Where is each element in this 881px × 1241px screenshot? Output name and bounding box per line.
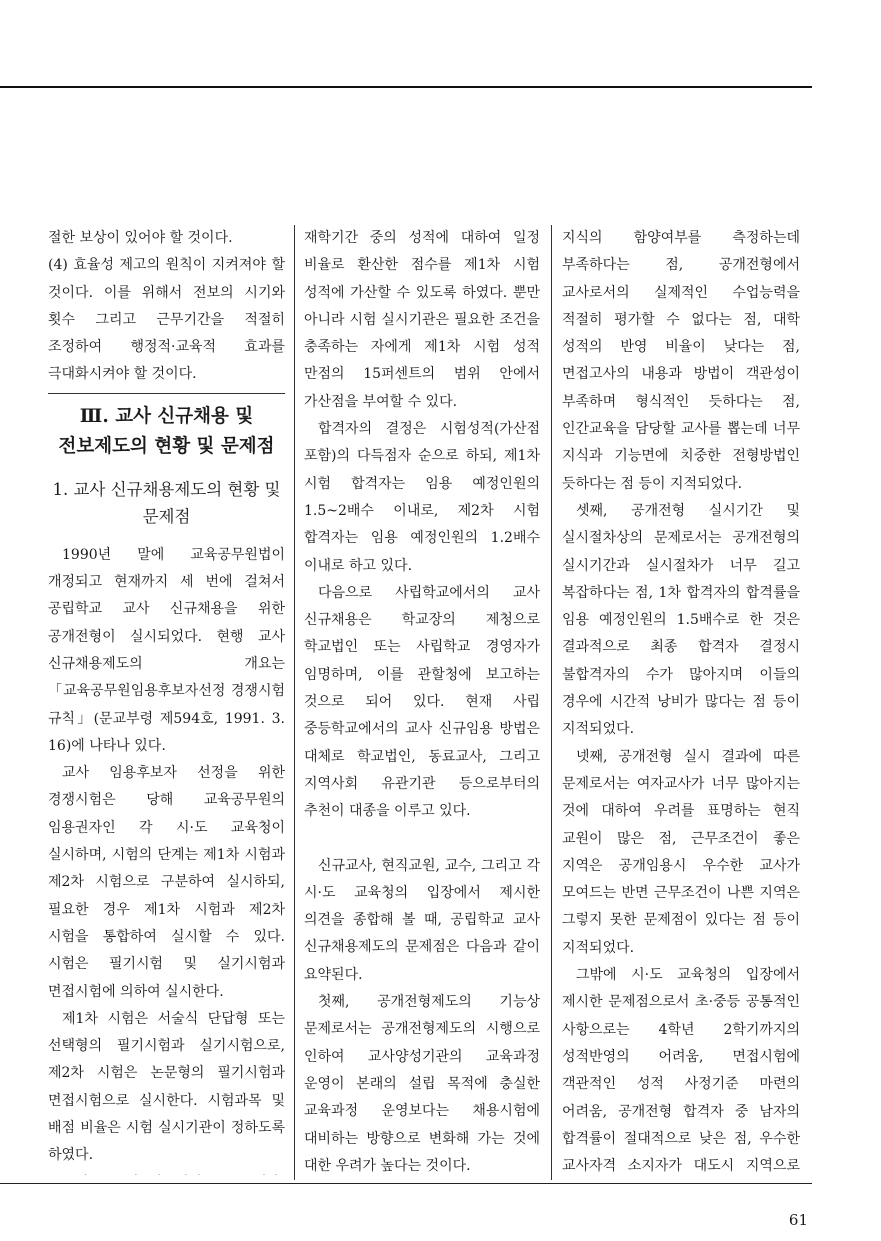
paragraph: 절한 보상이 있어야 할 것이다. xyxy=(48,230,233,246)
subsection-heading: 1. 교사 신규채용제도의 현황 및 문제점 xyxy=(52,479,281,526)
paragraph: 첫째, 공개전형제도의 기능상 문제로서는 공개전형제도의 시행으로 인하여 교사양성기관의 교육과정 운영이 본래의 설립 목적에 충실한 교육과정 운영보다는 채용시험에 대비하는 방향으로 변화해 가는 것에 대한 우려가 높다는 것이다. xyxy=(304,994,540,1174)
paragraph: 제1차 시험은 서술식 단답형 또는 선택형의 필기시험과 실기시험으로, 제2차 시험은 논문형의 필기시험과 면접시험으로 실시한다. 시험과목 및 배점 비율은 시험 실시기관이 정하도록 하였다. xyxy=(48,1010,285,1164)
bottom-rule xyxy=(0,1183,812,1184)
top-rule xyxy=(0,86,812,88)
column-right xyxy=(562,225,800,1175)
column-left xyxy=(48,225,285,1175)
paragraph: 신규교사, 현직교원, 교수, 그리고 각 시·도 교육청의 입장에서 제시한 의견을 종합해 볼 때, 공립학교 교사 신규채용제도의 문제점은 다음과 같이 요약된다. xyxy=(304,857,540,983)
column-divider xyxy=(551,225,552,1180)
paragraph xyxy=(48,1170,285,1175)
paragraph: 재학기간 중의 성적에 대하여 일정 비율로 환산한 점수를 제1차 시험 성적에 가산할 수 있도록 하였다. 뿐만 아니라 시험 실시기관은 필요한 조건을 충족하는 자에게 제1차 시험 성적 만점의 15퍼센트의 범위 안에서 가산점을 부여할 수 있다. xyxy=(304,230,540,410)
paragraph: 1990년 말에 교육공무원법이 개정되고 현재까지 세 번에 걸쳐서 공립학교 교사 신규채용을 위한 공개전형이 실시되었다. 현행 교사 신규채용제도의 개요는 「교육공무원임용후보자선정 경쟁시험 규칙」(문교부령 제594호, 1991. 3. 16)에 나타나 있다. xyxy=(48,546,285,754)
paragraph: (4) 효율성 제고의 원칙이 지켜져야 할 것이다. 이를 위해서 전보의 시기와 횟수 그리고 근무기간을 적절히 조정하여 행정적·교육적 효과를 극대화시켜야 할 것이다. xyxy=(48,257,285,383)
paragraph: 다음으로 사립학교에서의 교사 신규채용은 학교장의 제청으로 학교법인 또는 사립학교 경영자가 임명하며, 이를 관할청에 보고하는 것으로 되어 있다. 현재 사립 중등학교에서의 교사 신규임용 방법은 대체로 학교법인, 동료교사, 그리고 지역사회 유관기관 등으로부터의 추천이 대종을 이루고 있다. xyxy=(304,584,540,820)
section-heading: Ⅲ. 교사 신규채용 및 전보제도의 현황 및 문제점 xyxy=(48,393,285,462)
paragraph: 넷째, 공개전형 실시 결과에 따른 문제로서는 여자교사가 너무 많아지는 것에 대하여 우려를 표명하는 현직 교원이 많은 점, 근무조건이 좋은 지역은 공개임용시 우수한 교사가 모여드는 반면 근무조건이 나쁜 지역은 그렇지 못한 문제점이 있다는 점 등이 지적되었다. xyxy=(562,748,800,956)
paragraph: 지식의 함양여부를 측정하는데 부족하다는 점, 공개전형에서 교사로서의 실제적인 수업능력을 적절히 평가할 수 없다는 점, 대학 성적의 반영 비율이 낮다는 점, 면접고사의 내용과 방법이 객관성이 부족하며 형식적인 듯하다는 점, 인간교육을 담당할 교사를 뽑는데 너무 지식과 기능면에 치중한 전형방법인 듯하다는 점 등이 지적되었다. xyxy=(562,230,800,492)
spacer xyxy=(304,826,540,853)
paragraph: 합격자의 결정은 시험성적(가산점 포함)의 다득점자 순으로 하되, 제1차 시험 합격자는 임용 예정인원의 1.5~2배수 이내로, 제2차 시험 합격자는 임용 예정인원의 1.2배수 이내로 하고 있다. xyxy=(304,421,540,574)
paragraph: 그밖에 시·도 교육청의 입장에서 제시한 문제점으로서 초·중등 공통적인 사항으로는 4학년 2학기까지의 성적반영의 어려움, 면접시험에 객관적인 성적 사정기준 마련의 어려움, 공개전형 합격자 중 남자의 합격률이 절대적으로 낮은 점, 우수한 교사자격 소지자가 대도시 지역으로 xyxy=(562,967,800,1175)
page-number: 61 xyxy=(788,1211,808,1229)
paragraph: 셋째, 공개전형 실시기간 및 실시절차상의 문제로서는 공개전형의 실시기간과 실시절차가 너무 길고 복잡하다는 점, 1차 합격자의 합격률을 임용 예정인원의 1.5배수로 한 것은 결과적으로 최종 합격자 결정시 불합격자의 수가 많아지며 이들의 경우에 시간적 낭비가 많다는 점 등이 지적되었다. xyxy=(562,502,800,738)
column-middle xyxy=(304,225,540,1175)
paragraph: 교사 임용후보자 선정을 위한 경쟁시험은 당해 교육공무원의 임용권자인 각 시·도 교육청이 실시하며, 시험의 단계는 제1차 시험과 제2차 시험으로 구분하여 실시하되, 필요한 경우 제1차 시험과 제2차 시험을 통합하여 실시할 수 있다. 시험은 필기시험 및 실기시험과 면접시험에 의하여 실시한다. xyxy=(48,765,285,1000)
column-divider xyxy=(294,225,295,1180)
